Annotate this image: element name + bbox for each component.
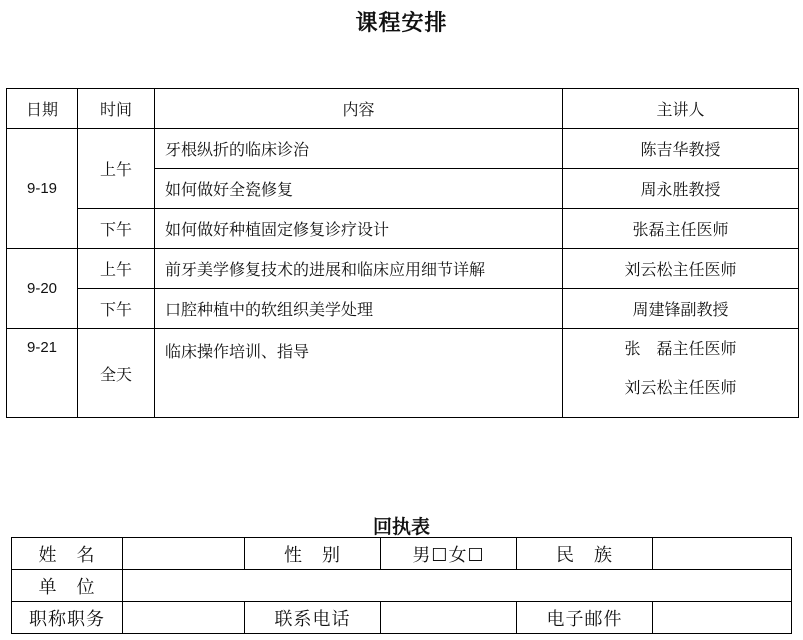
content-cell: 口腔种植中的软组织美学处理	[155, 289, 563, 329]
phone-label: 联系电话	[245, 602, 381, 634]
gender-options[interactable]: 男☐女☐	[381, 538, 517, 570]
speaker-name: 刘云松主任医师	[624, 378, 737, 397]
time-cell: 全天	[78, 329, 155, 418]
date-cell: 9-21	[7, 329, 78, 418]
unit-label: 单 位	[12, 570, 123, 602]
date-cell: 9-19	[7, 129, 78, 249]
phone-field[interactable]	[381, 602, 517, 634]
table-row	[7, 329, 799, 418]
header-time: 时间	[78, 89, 155, 129]
table-header-row	[7, 89, 799, 129]
ethnicity-field[interactable]	[653, 538, 792, 570]
reply-form-table	[11, 537, 792, 634]
name-label: 姓 名	[12, 538, 123, 570]
header-date: 日期	[7, 89, 78, 129]
speaker-cell: 刘云松主任医师	[563, 249, 799, 289]
gender-label: 性 别	[245, 538, 381, 570]
speaker-name: 张 磊主任医师	[624, 339, 737, 358]
table-row	[7, 209, 799, 249]
content-cell: 如何做好种植固定修复诊疗设计	[155, 209, 563, 249]
date-cell: 9-20	[7, 249, 78, 329]
content-cell: 牙根纵折的临床诊治	[155, 129, 563, 169]
table-row	[7, 129, 799, 169]
unit-field[interactable]	[123, 570, 792, 602]
email-label: 电子邮件	[517, 602, 653, 634]
position-label: 职称职务	[12, 602, 123, 634]
form-row	[12, 602, 792, 634]
header-content: 内容	[155, 89, 563, 129]
header-speaker: 主讲人	[563, 89, 799, 129]
page-title: 课程安排	[355, 11, 448, 36]
ethnicity-label: 民 族	[517, 538, 653, 570]
email-field[interactable]	[653, 602, 792, 634]
table-row	[7, 289, 799, 329]
reply-form-title: 回执表	[372, 516, 430, 538]
time-cell: 上午	[78, 129, 155, 209]
content-cell: 临床操作培训、指导	[155, 329, 563, 418]
form-row	[12, 538, 792, 570]
content-cell: 如何做好全瓷修复	[155, 169, 563, 209]
form-row	[12, 570, 792, 602]
speaker-cell: 周永胜教授	[563, 169, 799, 209]
name-field[interactable]	[123, 538, 245, 570]
time-cell: 上午	[78, 249, 155, 289]
position-field[interactable]	[123, 602, 245, 634]
speaker-cell: 张磊主任医师	[563, 209, 799, 249]
speaker-cell	[563, 329, 799, 418]
schedule-table	[6, 88, 799, 418]
time-cell: 下午	[78, 289, 155, 329]
speaker-cell: 周建锋副教授	[563, 289, 799, 329]
speaker-cell: 陈吉华教授	[563, 129, 799, 169]
content-cell: 前牙美学修复技术的进展和临床应用细节详解	[155, 249, 563, 289]
table-row	[7, 249, 799, 289]
time-cell: 下午	[78, 209, 155, 249]
